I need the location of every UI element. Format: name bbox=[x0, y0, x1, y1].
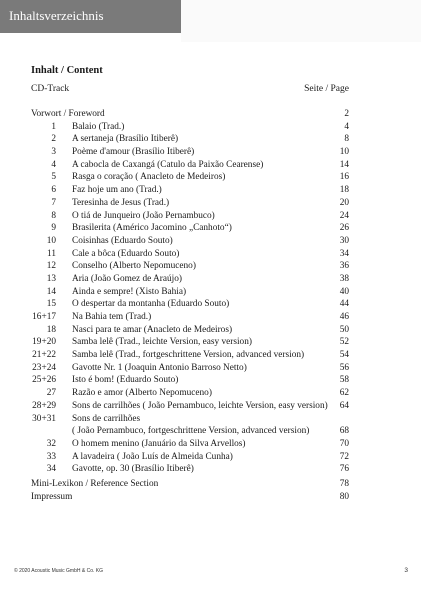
toc-entry[interactable] bbox=[31, 248, 349, 261]
toc-entry[interactable] bbox=[31, 260, 349, 273]
toc-entry[interactable] bbox=[31, 349, 349, 362]
entry-title: Razão e amor (Alberto Nepomuceno) bbox=[72, 388, 212, 399]
track-number: 10 bbox=[46, 235, 56, 246]
entry-title: Impressum bbox=[31, 491, 73, 502]
entry-title: Poème d'amour (Brasílio Itiberê) bbox=[72, 147, 195, 158]
copyright-footer: © 2020 Acoustic Music GmbH & Co. KG bbox=[14, 568, 103, 574]
entry-page: 52 bbox=[339, 337, 349, 348]
entry-title: Mini-Lexikon / Reference Section bbox=[31, 479, 159, 489]
track-number: 30+31 bbox=[32, 413, 56, 424]
entry-title: Aria (João Gomez de Araújo) bbox=[72, 273, 182, 284]
track-number: 28+29 bbox=[32, 400, 56, 411]
track-number: 14 bbox=[46, 286, 56, 297]
track-number: 7 bbox=[51, 197, 56, 208]
entry-page: 70 bbox=[339, 438, 349, 449]
entry-title: O tiá de Junqueiro (João Pernambuco) bbox=[72, 210, 215, 221]
entry-title: O homem menino (Januário da Silva Arvellos) bbox=[72, 438, 246, 449]
track-number: 5 bbox=[51, 172, 56, 183]
entry-title: Coisinhas (Eduardo Souto) bbox=[72, 235, 173, 246]
toc-entry[interactable] bbox=[31, 298, 349, 311]
toc-entry[interactable] bbox=[31, 146, 349, 159]
entry-page: 30 bbox=[339, 235, 349, 246]
entry-page: 38 bbox=[339, 273, 349, 284]
track-number: 19+20 bbox=[32, 337, 56, 348]
toc-entry[interactable] bbox=[31, 311, 349, 324]
entry-page: 50 bbox=[339, 324, 349, 335]
track-number: 18 bbox=[46, 324, 56, 335]
entry-title: Sons de carrilhões bbox=[72, 413, 141, 424]
entry-page: 44 bbox=[339, 299, 349, 310]
entry-title: Conselho (Alberto Nepomuceno) bbox=[72, 261, 196, 272]
entry-page: 54 bbox=[339, 350, 349, 361]
entry-title: Brasilerita (Américo Jacomino „Canhoto“) bbox=[72, 223, 232, 234]
column-headers bbox=[31, 84, 349, 98]
track-number: 23+24 bbox=[32, 362, 56, 373]
entry-title: Nasci para te amar (Anacleto de Medeiros) bbox=[72, 324, 233, 335]
entry-page: 24 bbox=[339, 210, 349, 221]
track-number: 11 bbox=[47, 248, 56, 259]
entry-page: 78 bbox=[339, 479, 349, 489]
entry-title: Isto é bom! (Eduardo Souto) bbox=[72, 375, 179, 386]
toc-entry[interactable] bbox=[31, 362, 349, 375]
toc-entry[interactable] bbox=[31, 222, 349, 235]
entry-page: 14 bbox=[339, 159, 349, 170]
track-number: 8 bbox=[51, 210, 56, 221]
entry-page: 40 bbox=[339, 286, 349, 297]
page-label: Seite / Page bbox=[304, 84, 349, 94]
toc-entry[interactable] bbox=[31, 451, 349, 464]
entry-title: O despertar da montanha (Eduardo Souto) bbox=[72, 299, 230, 310]
entry-page: 76 bbox=[339, 464, 349, 475]
entry-title: Balaio (Trad.) bbox=[72, 121, 125, 132]
entry-title: Na Bahia tem (Trad.) bbox=[72, 312, 152, 322]
entry-title: Faz hoje um ano (Trad.) bbox=[72, 185, 162, 196]
toc-entry[interactable] bbox=[31, 133, 349, 146]
toc-entry[interactable] bbox=[31, 273, 349, 286]
entry-title: A lavadeira ( João Luís de Almeida Cunha) bbox=[72, 451, 233, 462]
entry-page: 4 bbox=[344, 121, 349, 132]
section-heading: Inhalt / Content bbox=[31, 65, 103, 76]
entry-page: 18 bbox=[339, 185, 349, 196]
track-number: 13 bbox=[46, 273, 56, 284]
toc-entry[interactable] bbox=[31, 438, 349, 451]
toc-entry[interactable] bbox=[31, 235, 349, 248]
track-number: 9 bbox=[51, 223, 56, 234]
entry-page: 34 bbox=[339, 248, 349, 259]
entry-page: 16 bbox=[339, 172, 349, 183]
page-title: Inhaltsverzeichnis bbox=[9, 8, 104, 23]
toc-end-entry[interactable] bbox=[31, 491, 349, 504]
entry-page: 72 bbox=[339, 451, 349, 462]
track-number: 33 bbox=[46, 451, 56, 462]
entry-page: 8 bbox=[344, 134, 349, 145]
track-number: 34 bbox=[46, 464, 56, 475]
track-number: 6 bbox=[51, 185, 56, 196]
toc-entry[interactable] bbox=[31, 121, 349, 134]
cd-track-label: CD-Track bbox=[31, 84, 70, 94]
entry-page: 20 bbox=[339, 197, 349, 208]
entry-title: Vorwort / Foreword bbox=[31, 109, 105, 119]
entry-title: A cabocla de Caxangá (Catulo da Paixão Cearense) bbox=[72, 159, 264, 170]
entry-page: 56 bbox=[339, 362, 349, 373]
toc-list bbox=[31, 108, 349, 476]
page-number: 3 bbox=[404, 567, 408, 574]
entry-page: 26 bbox=[339, 223, 349, 234]
entry-title: Cale a bôca (Eduardo Souto) bbox=[72, 248, 180, 259]
entry-title: Ainda e sempre! (Xisto Bahia) bbox=[72, 286, 187, 297]
bleed-through-area bbox=[181, 0, 421, 42]
entry-page: 46 bbox=[339, 312, 349, 322]
track-number: 21+22 bbox=[32, 350, 56, 361]
header-bar bbox=[0, 0, 181, 33]
entry-title: ( João Pernambuco, fortgeschrittene Version, advanced version) bbox=[72, 426, 310, 437]
entry-page: 10 bbox=[339, 147, 349, 158]
toc-entry[interactable] bbox=[31, 108, 349, 121]
entry-title: A sertaneja (Brasílio Itiberê) bbox=[72, 134, 179, 145]
entry-page: 36 bbox=[339, 261, 349, 272]
track-number: 3 bbox=[51, 147, 56, 158]
track-number: 27 bbox=[46, 388, 56, 399]
entry-title: Samba lelê (Trad., fortgeschrittene Version, advanced version) bbox=[72, 350, 305, 361]
track-number: 2 bbox=[51, 134, 56, 145]
toc-entry[interactable] bbox=[31, 171, 349, 184]
entry-title: Rasga o coração ( Anacleto de Medeiros) bbox=[72, 172, 226, 183]
entry-page: 2 bbox=[344, 109, 349, 119]
toc-entry[interactable] bbox=[31, 184, 349, 197]
toc-entry[interactable] bbox=[31, 425, 349, 438]
toc-end-list bbox=[31, 478, 349, 503]
entry-page: 58 bbox=[339, 375, 349, 386]
track-number: 12 bbox=[46, 261, 56, 272]
entry-page: 64 bbox=[339, 400, 349, 411]
toc-entry[interactable] bbox=[31, 463, 349, 476]
track-number: 4 bbox=[51, 159, 56, 170]
toc-entry[interactable] bbox=[31, 324, 349, 337]
track-number: 32 bbox=[46, 438, 56, 449]
entry-page: 68 bbox=[339, 426, 349, 437]
toc-entry[interactable] bbox=[31, 286, 349, 299]
toc-end-entry[interactable] bbox=[31, 478, 349, 491]
toc-entry[interactable] bbox=[31, 413, 349, 426]
toc-entry[interactable] bbox=[31, 197, 349, 210]
entry-title: Sons de carrilhões ( João Pernambuco, leichte Version, easy version) bbox=[72, 400, 328, 411]
entry-title: Teresinha de Jesus (Trad.) bbox=[72, 197, 170, 208]
toc-entry[interactable] bbox=[31, 159, 349, 172]
entry-title: Gavotte, op. 30 (Brasílio Itiberê) bbox=[72, 464, 194, 475]
toc-entry[interactable] bbox=[31, 210, 349, 223]
track-number: 25+26 bbox=[32, 375, 56, 386]
toc-entry[interactable] bbox=[31, 400, 349, 413]
track-number: 15 bbox=[46, 299, 56, 310]
toc-entry[interactable] bbox=[31, 336, 349, 349]
entry-title: Gavotte Nr. 1 (Joaquin Antonio Barroso Netto) bbox=[72, 362, 247, 373]
track-number: 16+17 bbox=[32, 312, 56, 322]
entry-page: 62 bbox=[339, 388, 349, 399]
toc-entry[interactable] bbox=[31, 374, 349, 387]
entry-page: 80 bbox=[339, 491, 349, 502]
entry-title: Samba lelê (Trad., leichte Version, easy version) bbox=[72, 337, 252, 348]
toc-entry[interactable] bbox=[31, 387, 349, 400]
track-number: 1 bbox=[51, 121, 56, 132]
